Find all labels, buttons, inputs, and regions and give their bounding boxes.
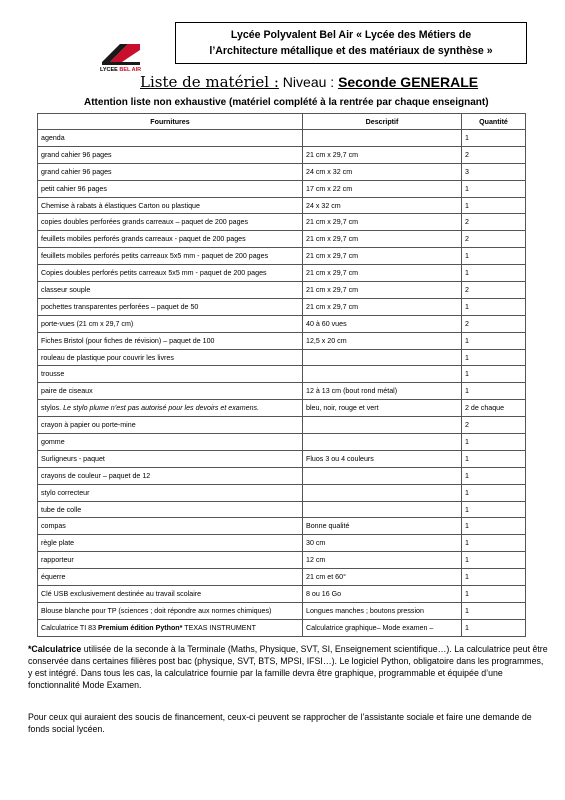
logo-text-left: LYCEE	[100, 67, 120, 73]
cell-descriptif: Calculatrice graphique– Mode examen –	[303, 619, 462, 636]
school-header-box	[175, 22, 527, 64]
footnote-text: utilisée de la seconde à la Terminale (Maths, Physique, SVT, SI, Enseignement scientifique…). La calculatrice peut être conservée dans certaines filières post bac (physique, SVT, BTS, MPSI, IFSI…). Le logiciel Python, obligatoire dans les programmes, y est intégré. Dans tous les cas, la calculatrice fournie par la famille devra être graphique, programmable et équipée d’une fonctionnalité Mode Examen.	[28, 644, 548, 690]
cell-quantite: 1	[462, 535, 526, 552]
table-row	[38, 602, 526, 619]
cell-fourniture: Fiches Bristol (pour fiches de révision) – paquet de 100	[38, 332, 303, 349]
cell-fourniture: tube de colle	[38, 501, 303, 518]
calculator-footnote	[28, 643, 548, 691]
header-line-2: l’Architecture métallique et des matériaux de synthèse »	[209, 45, 493, 57]
cell-descriptif	[303, 501, 462, 518]
table-row	[38, 383, 526, 400]
cell-fourniture: stylos. Le stylo plume n’est pas autorisé pour les devoirs et examens.	[38, 400, 303, 417]
cell-fourniture: paire de ciseaux	[38, 383, 303, 400]
cell-fourniture: crayons de couleur – paquet de 12	[38, 467, 303, 484]
cell-quantite: 2	[462, 315, 526, 332]
table-row	[38, 146, 526, 163]
cell-fourniture: trousse	[38, 366, 303, 383]
cell-fourniture: Calculatrice TI 83 Premium édition Python* TEXAS INSTRUMENT	[38, 619, 303, 636]
school-logo	[100, 40, 142, 74]
cell-descriptif: 12 cm	[303, 552, 462, 569]
cell-fourniture: Clé USB exclusivement destinée au travail scolaire	[38, 586, 303, 603]
table-row	[38, 197, 526, 214]
cell-descriptif: bleu, noir, rouge et vert	[303, 400, 462, 417]
cell-descriptif	[303, 366, 462, 383]
attention-note: Attention liste non exhaustive (matériel complété à la rentrée par chaque enseignant)	[84, 97, 489, 108]
cell-quantite: 2	[462, 231, 526, 248]
cell-descriptif: 8 ou 16 Go	[303, 586, 462, 603]
table-row	[38, 332, 526, 349]
table-row	[38, 248, 526, 265]
cell-fourniture: crayon à papier ou porte-mine	[38, 417, 303, 434]
cell-fourniture: pochettes transparentes perforées – paquet de 50	[38, 298, 303, 315]
cell-descriptif: 21 cm x 29,7 cm	[303, 231, 462, 248]
cell-fourniture: grand cahier 96 pages	[38, 146, 303, 163]
cell-quantite: 1	[462, 450, 526, 467]
supplies-table	[37, 113, 526, 637]
cell-quantite: 1	[462, 332, 526, 349]
table-row	[38, 434, 526, 451]
cell-quantite: 1	[462, 484, 526, 501]
table-row	[38, 484, 526, 501]
table-row	[38, 231, 526, 248]
cell-quantite: 1	[462, 130, 526, 147]
cell-fourniture: gomme	[38, 434, 303, 451]
cell-quantite: 1	[462, 501, 526, 518]
cell-descriptif: 21 cm x 29,7 cm	[303, 282, 462, 299]
cell-fourniture: compas	[38, 518, 303, 535]
cell-quantite: 1	[462, 265, 526, 282]
column-header-quantite: Quantité	[462, 114, 526, 130]
cell-descriptif: 30 cm	[303, 535, 462, 552]
table-header-row	[38, 114, 526, 130]
cell-fourniture: feuillets mobiles perforés grands carreaux - paquet de 200 pages	[38, 231, 303, 248]
title-main: Liste de matériel :	[140, 73, 279, 91]
cell-quantite: 1	[462, 366, 526, 383]
cell-descriptif: 21 cm x 29,7 cm	[303, 214, 462, 231]
cell-descriptif: 12,5 x 20 cm	[303, 332, 462, 349]
cell-fourniture: porte-vues (21 cm x 29,7 cm)	[38, 315, 303, 332]
logo-text	[100, 66, 142, 74]
cell-quantite: 1	[462, 552, 526, 569]
cell-fourniture: règle plate	[38, 535, 303, 552]
cell-descriptif: 24 x 32 cm	[303, 197, 462, 214]
cell-descriptif: 21 cm x 29,7 cm	[303, 248, 462, 265]
table-row	[38, 315, 526, 332]
cell-quantite: 1	[462, 518, 526, 535]
cell-descriptif: 24 cm x 32 cm	[303, 163, 462, 180]
table-row	[38, 349, 526, 366]
table-row	[38, 467, 526, 484]
column-header-fournitures: Fournitures	[38, 114, 303, 130]
table-row	[38, 265, 526, 282]
title-level: Seconde GENERALE	[338, 74, 479, 90]
cell-fourniture: feuillets mobiles perforés petits carreaux 5x5 mm - paquet de 200 pages	[38, 248, 303, 265]
table-row	[38, 619, 526, 636]
cell-fourniture: rouleau de plastique pour couvrir les livres	[38, 349, 303, 366]
table-row	[38, 535, 526, 552]
cell-fourniture: petit cahier 96 pages	[38, 180, 303, 197]
cell-quantite: 2	[462, 214, 526, 231]
cell-quantite: 2	[462, 146, 526, 163]
logo-text-right: BEL AIR	[119, 67, 142, 73]
cell-quantite: 1	[462, 248, 526, 265]
cell-quantite: 1	[462, 197, 526, 214]
cell-fourniture: Copies doubles perforés petits carreaux 5x5 mm - paquet de 200 pages	[38, 265, 303, 282]
table-row	[38, 417, 526, 434]
table-row	[38, 180, 526, 197]
cell-descriptif: Bonne qualité	[303, 518, 462, 535]
table-row	[38, 501, 526, 518]
cell-descriptif	[303, 467, 462, 484]
cell-descriptif	[303, 130, 462, 147]
column-header-descriptif: Descriptif	[303, 114, 462, 130]
cell-fourniture: copies doubles perforées grands carreaux – paquet de 200 pages	[38, 214, 303, 231]
cell-quantite: 1	[462, 298, 526, 315]
cell-fourniture: équerre	[38, 569, 303, 586]
cell-fourniture: grand cahier 96 pages	[38, 163, 303, 180]
table-row	[38, 450, 526, 467]
cell-fourniture: stylo correcteur	[38, 484, 303, 501]
table-row	[38, 569, 526, 586]
table-row	[38, 552, 526, 569]
cell-descriptif	[303, 484, 462, 501]
cell-descriptif: Fluos 3 ou 4 couleurs	[303, 450, 462, 467]
table-row	[38, 366, 526, 383]
cell-fourniture: rapporteur	[38, 552, 303, 569]
cell-descriptif	[303, 349, 462, 366]
cell-quantite: 1	[462, 569, 526, 586]
table-row	[38, 400, 526, 417]
cell-fourniture: agenda	[38, 130, 303, 147]
table-row	[38, 518, 526, 535]
cell-descriptif: 21 cm x 29,7 cm	[303, 146, 462, 163]
table-row	[38, 282, 526, 299]
cell-quantite: 1	[462, 434, 526, 451]
table-row	[38, 163, 526, 180]
page-title	[140, 73, 478, 91]
cell-quantite: 1	[462, 619, 526, 636]
cell-fourniture: classeur souple	[38, 282, 303, 299]
cell-quantite: 2	[462, 417, 526, 434]
title-level-prefix: Niveau :	[278, 74, 339, 90]
footnote-label: *Calculatrice	[28, 644, 82, 654]
cell-descriptif: 21 cm x 29,7 cm	[303, 265, 462, 282]
table-row	[38, 298, 526, 315]
cell-descriptif: 17 cm x 22 cm	[303, 180, 462, 197]
cell-descriptif: Longues manches ; boutons pression	[303, 602, 462, 619]
table-row	[38, 130, 526, 147]
cell-quantite: 1	[462, 586, 526, 603]
table-row	[38, 214, 526, 231]
cell-descriptif: 40 à 60 vues	[303, 315, 462, 332]
cell-fourniture: Chemise à rabats à élastiques Carton ou plastique	[38, 197, 303, 214]
cell-quantite: 2 de chaque	[462, 400, 526, 417]
cell-quantite: 2	[462, 282, 526, 299]
cell-quantite: 1	[462, 180, 526, 197]
cell-descriptif: 21 cm et 60°	[303, 569, 462, 586]
cell-quantite: 1	[462, 602, 526, 619]
cell-fourniture: Blouse blanche pour TP (sciences ; doit répondre aux normes chimiques)	[38, 602, 303, 619]
cell-descriptif: 12 à 13 cm (bout rond métal)	[303, 383, 462, 400]
cell-quantite: 1	[462, 383, 526, 400]
cell-quantite: 1	[462, 467, 526, 484]
table-row	[38, 586, 526, 603]
financial-aid-note: Pour ceux qui auraient des soucis de financement, ceux-ci peuvent se rapprocher de l’assistante sociale et faire une demande de fonds social lycéen.	[28, 712, 532, 734]
cell-fourniture: Surligneurs - paquet	[38, 450, 303, 467]
logo-emblem-icon	[100, 40, 142, 66]
cell-descriptif	[303, 434, 462, 451]
header-line-1: Lycée Polyvalent Bel Air « Lycée des Métiers de	[230, 29, 472, 41]
cell-descriptif	[303, 417, 462, 434]
cell-descriptif: 21 cm x 29,7 cm	[303, 298, 462, 315]
cell-quantite: 1	[462, 349, 526, 366]
cell-quantite: 3	[462, 163, 526, 180]
